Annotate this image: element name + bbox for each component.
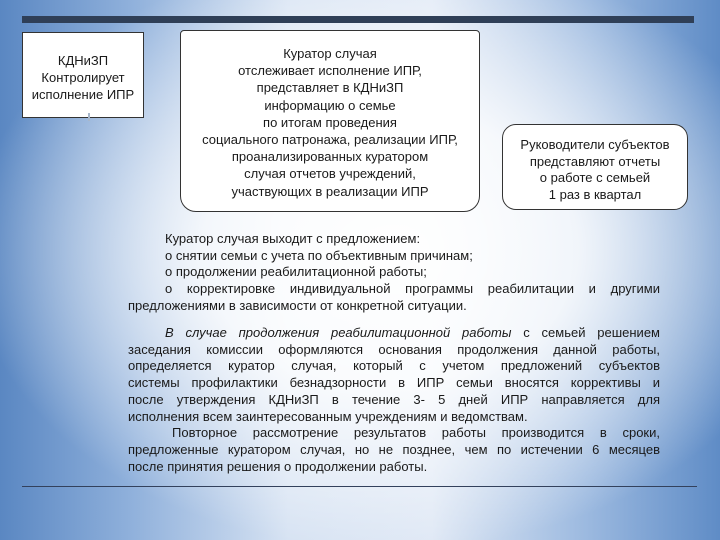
offer-item: о продолжении реабилитационной работы; [165,264,427,280]
continuation-line: после утверждения КДНиЗП в течение 3- 5 дней ИПР направляется для [128,391,660,407]
curator-box [180,30,480,212]
curator-line: Куратор случая [283,46,377,61]
continuation-line: исполнения всем заинтересованным учреждениям и ведомствам. [128,408,528,424]
offer-item: о корректировке индивидуальной программы реабилитации и другими [165,281,660,297]
curator-line: случая отчетов учреждений, [244,166,416,182]
curator-line: отслеживает исполнение ИПР, [238,63,422,79]
continuation-line: Повторное рассмотрение результатов работы производится в сроки, [172,425,660,441]
leaders-box [502,124,688,210]
kdn-line: Контролирует [41,70,125,85]
continuation-line: предложенные куратором случая, но не позднее, чем по истечении 6 месяцев [128,441,660,457]
offer-item: о снятии семьи с учета по объективным причинам; [165,247,473,263]
top-rule [22,16,694,23]
offer-block [128,231,660,315]
curator-line: социального патронажа, реализации ИПР, [202,132,458,148]
continuation-text: с семьей решением [511,325,660,340]
leaders-line: 1 раз в квартал [548,186,642,202]
curator-line: информацию о семье [264,97,396,113]
continuation-line: определяется куратор случая, который с учетом предложений субъектов [128,358,660,374]
bottom-rule [22,486,697,487]
continuation-line: заседания комиссии оформляются основания продолжения данной работы, [128,341,660,357]
continuation-line: после принятия решения о продолжении работы. [128,458,428,474]
leaders-line: Руководители субъектов [520,137,670,152]
offer-item: предложениями в зависимости от конкретной ситуации. [128,297,467,313]
leaders-line: представляют отчеты [529,153,661,169]
kdn-line: исполнение ИПР [31,87,135,102]
continuation-line: системы профилактики безнадзорности в ИПР семьи вносятся коррективы и [128,375,660,391]
curator-line: по итогам проведения [263,114,397,130]
curator-line: проанализированных куратором [231,149,429,165]
continuation-italic: В случае продолжения реабилитационной работы [165,325,512,340]
leaders-line: о работе с семьей [539,170,651,185]
kdn-line: КДНиЗП [57,53,109,68]
marker [88,113,90,121]
continuation-line [128,325,660,342]
continuation-block [128,325,660,475]
kdn-box [22,32,144,118]
offer-intro: Куратор случая выходит с предложением: [165,231,421,246]
curator-line: участвующих в реализации ИПР [231,183,429,199]
curator-line: представляет в КДНиЗП [256,80,404,96]
